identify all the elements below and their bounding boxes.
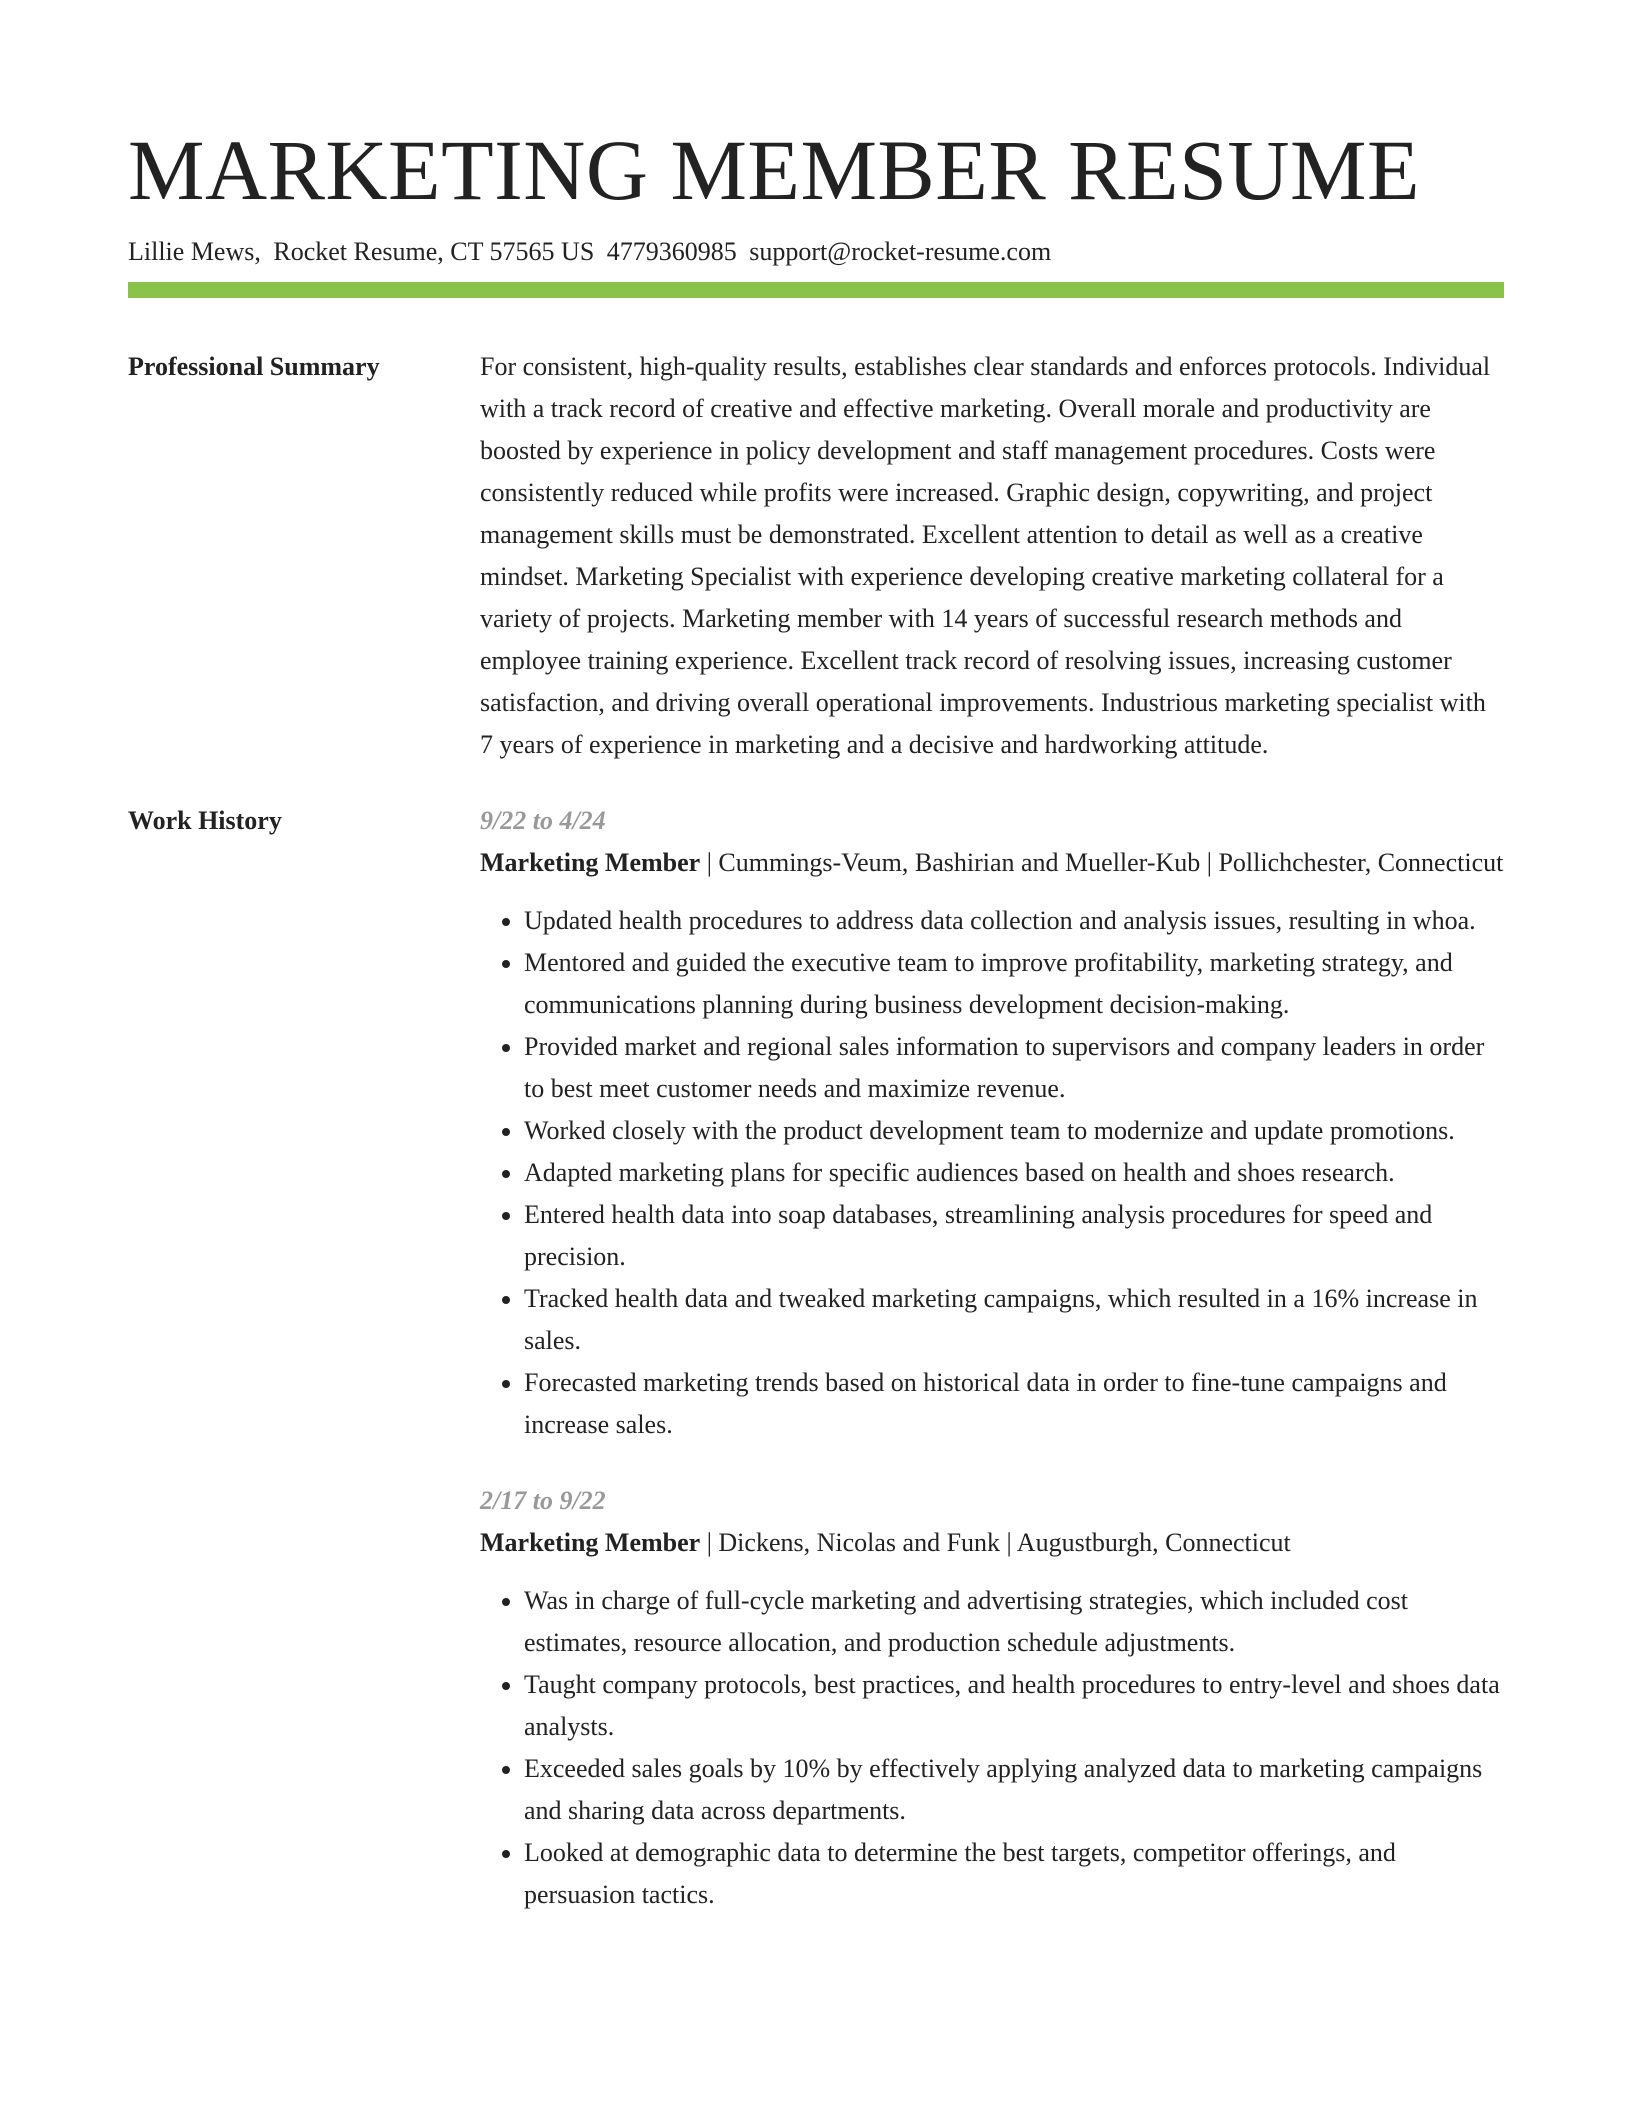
job-dates: 2/17 to 9/22 bbox=[480, 1486, 606, 1515]
job-heading bbox=[480, 842, 1504, 884]
contact-name: Lillie Mews, bbox=[128, 237, 261, 266]
contact-phone: 4779360985 bbox=[606, 237, 737, 266]
job-entry bbox=[480, 1480, 1504, 1916]
summary-heading: Professional Summary bbox=[128, 352, 380, 381]
job-bullet: • Was in charge of full-cycle marketing and advertising strategies, which included cost estimates, resource allocation, and production schedule adjustments. bbox=[524, 1580, 1504, 1664]
job-bullets bbox=[480, 1580, 1504, 1916]
job-bullet: • Forecasted marketing trends based on historical data in order to fine-tune campaigns and increase sales. bbox=[524, 1362, 1504, 1446]
accent-divider bbox=[128, 282, 1504, 298]
work-history-heading: Work History bbox=[128, 806, 282, 835]
contact-address: Rocket Resume, CT 57565 US bbox=[273, 237, 595, 266]
job-details: | Dickens, Nicolas and Funk | Augustburgh, Connecticut bbox=[700, 1528, 1291, 1557]
job-bullet: • Looked at demographic data to determine the best targets, competitor offerings, and persuasion tactics. bbox=[524, 1832, 1504, 1916]
work-history-section bbox=[128, 800, 1504, 1916]
job-details: | Cummings-Veum, Bashirian and Mueller-Kub | Pollichchester, Connecticut bbox=[700, 848, 1504, 877]
job-bullet: • Worked closely with the product development team to modernize and update promotions. bbox=[524, 1110, 1504, 1152]
job-bullet: • Adapted marketing plans for specific audiences based on health and shoes research. bbox=[524, 1152, 1504, 1194]
job-list bbox=[480, 800, 1504, 1916]
job-title: Marketing Member bbox=[480, 1528, 701, 1557]
summary-text: For consistent, high-quality results, establishes clear standards and enforces protocols. Individual with a track record of creative and effective marketing. Overall morale and productivity are boosted by experience in policy development and staff management procedures. Costs were consistently reduced while profits were increased. Graphic design, copywriting, and project management skills must be demonstrated. Excellent attention to detail as well as a creative mindset. Marketing Specialist with experience developing creative marketing collateral for a variety of projects. Marketing member with 14 years of successful research methods and employee training experience. Excellent track record of resolving issues, increasing customer satisfaction, and driving overall operational improvements. Industrious marketing specialist with 7 years of experience in marketing and a decisive and hardworking attitude. bbox=[480, 352, 1491, 759]
job-bullets bbox=[480, 900, 1504, 1446]
job-bullet: • Mentored and guided the executive team to improve profitability, marketing strategy, and communications planning during business development decision-making. bbox=[524, 942, 1504, 1026]
job-bullet: • Provided market and regional sales information to supervisors and company leaders in order to best meet customer needs and maximize revenue. bbox=[524, 1026, 1504, 1110]
job-bullet: • Entered health data into soap databases, streamlining analysis procedures for speed and precision. bbox=[524, 1194, 1504, 1278]
job-bullet: • Tracked health data and tweaked marketing campaigns, which resulted in a 16% increase in sales. bbox=[524, 1278, 1504, 1362]
contact-email: support@rocket-resume.com bbox=[749, 237, 1052, 266]
page-title: MARKETING MEMBER RESUME bbox=[128, 122, 1421, 218]
job-bullet: • Exceeded sales goals by 10% by effectively applying analyzed data to marketing campaigns and sharing data across departments. bbox=[524, 1748, 1504, 1832]
job-bullet: • Updated health procedures to address data collection and analysis issues, resulting in whoa. bbox=[524, 900, 1504, 942]
job-heading bbox=[480, 1522, 1504, 1564]
job-bullet: • Taught company protocols, best practices, and health procedures to entry-level and shoes data analysts. bbox=[524, 1664, 1504, 1748]
job-entry bbox=[480, 800, 1504, 1446]
job-title: Marketing Member bbox=[480, 848, 701, 877]
job-dates: 9/22 to 4/24 bbox=[480, 806, 606, 835]
contact-line bbox=[128, 234, 1504, 270]
summary-section bbox=[128, 346, 1504, 766]
resume-page bbox=[128, 118, 1504, 1916]
